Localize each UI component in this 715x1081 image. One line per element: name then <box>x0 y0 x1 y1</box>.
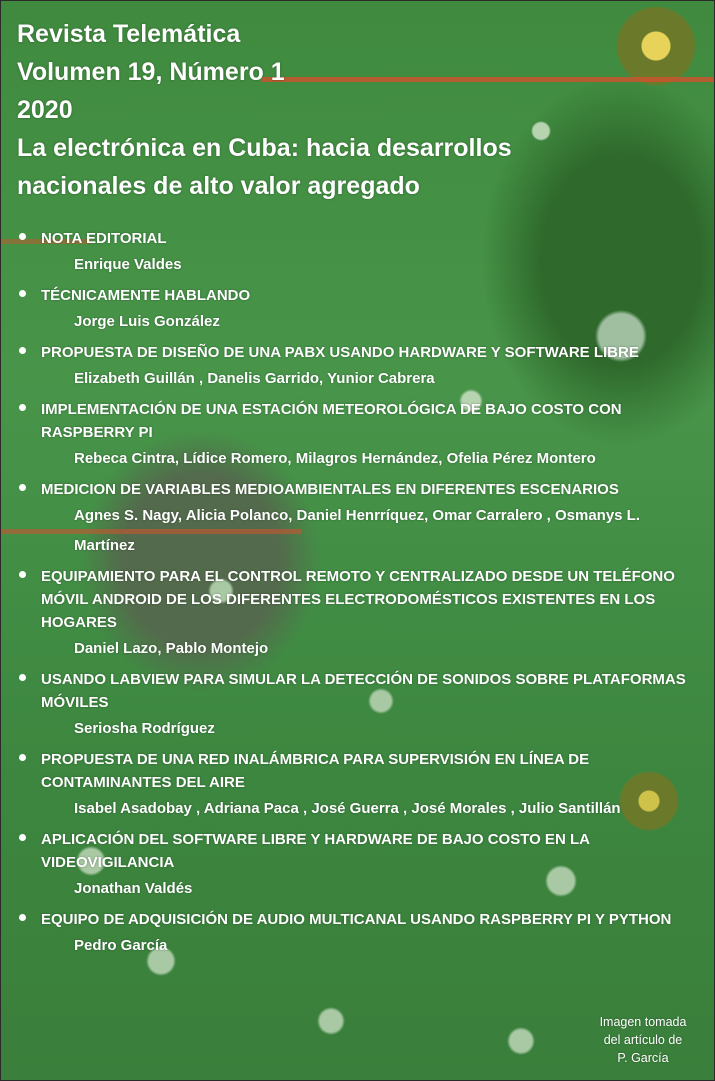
cover-header <box>17 15 512 205</box>
bullet-icon <box>19 571 26 578</box>
toc-entry <box>15 280 705 337</box>
bullet-icon <box>19 754 26 761</box>
article-title[interactable] <box>15 824 705 874</box>
image-credit <box>583 1013 703 1067</box>
article-title-text: APLICACIÓN DEL SOFTWARE LIBRE Y HARDWARE DE BAJO COSTO EN LA VIDEOVIGILANCIA <box>41 831 590 871</box>
article-title-text: EQUIPO DE ADQUISICIÓN DE AUDIO MULTICANAL USANDO RASPBERRY PI Y PYTHON <box>41 911 672 928</box>
article-title[interactable] <box>15 280 705 307</box>
article-title-text: NOTA EDITORIAL <box>41 230 167 247</box>
article-title-text: MEDICION DE VARIABLES MEDIOAMBIENTALES EN DIFERENTES ESCENARIOS <box>41 481 619 498</box>
article-authors: Seriosha Rodríguez <box>74 720 215 737</box>
publication-year: 2020 <box>17 96 73 124</box>
bullet-icon <box>19 290 26 297</box>
issue-title-line-1: La electrónica en Cuba: hacia desarrollos <box>17 134 512 162</box>
article-title[interactable] <box>15 744 705 794</box>
bullet-icon <box>19 404 26 411</box>
article-title[interactable] <box>15 664 705 714</box>
article-authors: Pedro García <box>74 937 168 954</box>
image-credit-line: P. García <box>617 1051 669 1065</box>
bullet-icon <box>19 484 26 491</box>
article-authors: Rebeca Cintra, Lídice Romero, Milagros Hernández, Ofelia Pérez Montero <box>74 450 596 467</box>
article-authors: Jonathan Valdés <box>74 880 193 897</box>
toc-entry <box>15 223 705 280</box>
bullet-icon <box>19 914 26 921</box>
toc-entry <box>15 664 705 744</box>
image-credit-line: Imagen tomada <box>599 1015 687 1029</box>
article-title[interactable] <box>15 223 705 250</box>
article-authors: Agnes S. Nagy, Alicia Polanco, Daniel Henrríquez, Omar Carralero , Osmanys L. Martínez <box>74 507 641 554</box>
toc-entry <box>15 824 705 904</box>
toc-entry <box>15 474 705 561</box>
journal-name: Revista Telemática <box>17 20 241 48</box>
toc-entry <box>15 904 705 961</box>
article-authors: Enrique Valdes <box>74 256 182 273</box>
article-title[interactable] <box>15 561 705 634</box>
toc-entry <box>15 394 705 474</box>
toc-entry <box>15 561 705 664</box>
article-title[interactable] <box>15 337 705 364</box>
volume-issue: Volumen 19, Número 1 <box>17 58 285 86</box>
image-credit-line: del artículo de <box>603 1033 683 1047</box>
bullet-icon <box>19 347 26 354</box>
article-title[interactable] <box>15 474 705 501</box>
bullet-icon <box>19 674 26 681</box>
article-title[interactable] <box>15 904 705 931</box>
article-title-text: USANDO LABVIEW PARA SIMULAR LA DETECCIÓN DE SONIDOS SOBRE PLATAFORMAS MÓVILES <box>41 671 686 711</box>
article-authors: Daniel Lazo, Pablo Montejo <box>74 640 269 657</box>
article-authors: Isabel Asadobay , Adriana Paca , José Guerra , José Morales , Julio Santillán <box>74 800 621 817</box>
table-of-contents <box>15 223 705 961</box>
article-authors: Elizabeth Guillán , Danelis Garrido, Yunior Cabrera <box>74 370 435 387</box>
article-title-text: TÉCNICAMENTE HABLANDO <box>41 287 251 304</box>
bullet-icon <box>19 233 26 240</box>
article-authors: Jorge Luis González <box>74 313 220 330</box>
toc-entry <box>15 744 705 824</box>
issue-title-line-2: nacionales de alto valor agregado <box>17 172 420 200</box>
article-title[interactable] <box>15 394 705 444</box>
cover-content <box>1 1 714 1080</box>
bullet-icon <box>19 834 26 841</box>
article-title-text: PROPUESTA DE UNA RED INALÁMBRICA PARA SUPERVISIÓN EN LÍNEA DE CONTAMINANTES DEL AIRE <box>41 751 590 791</box>
article-title-text: IMPLEMENTACIÓN DE UNA ESTACIÓN METEOROLÓGICA DE BAJO COSTO CON RASPBERRY PI <box>41 401 622 441</box>
toc-entry <box>15 337 705 394</box>
article-title-text: PROPUESTA DE DISEÑO DE UNA PABX USANDO HARDWARE Y SOFTWARE LIBRE <box>41 344 639 361</box>
article-title-text: EQUIPAMIENTO PARA EL CONTROL REMOTO Y CENTRALIZADO DESDE UN TELÉFONO MÓVIL ANDROID DE LOS DIFERENTES ELECTRODOMÉSTICOS EXISTENTES EN LOS HOGARES <box>41 568 675 631</box>
